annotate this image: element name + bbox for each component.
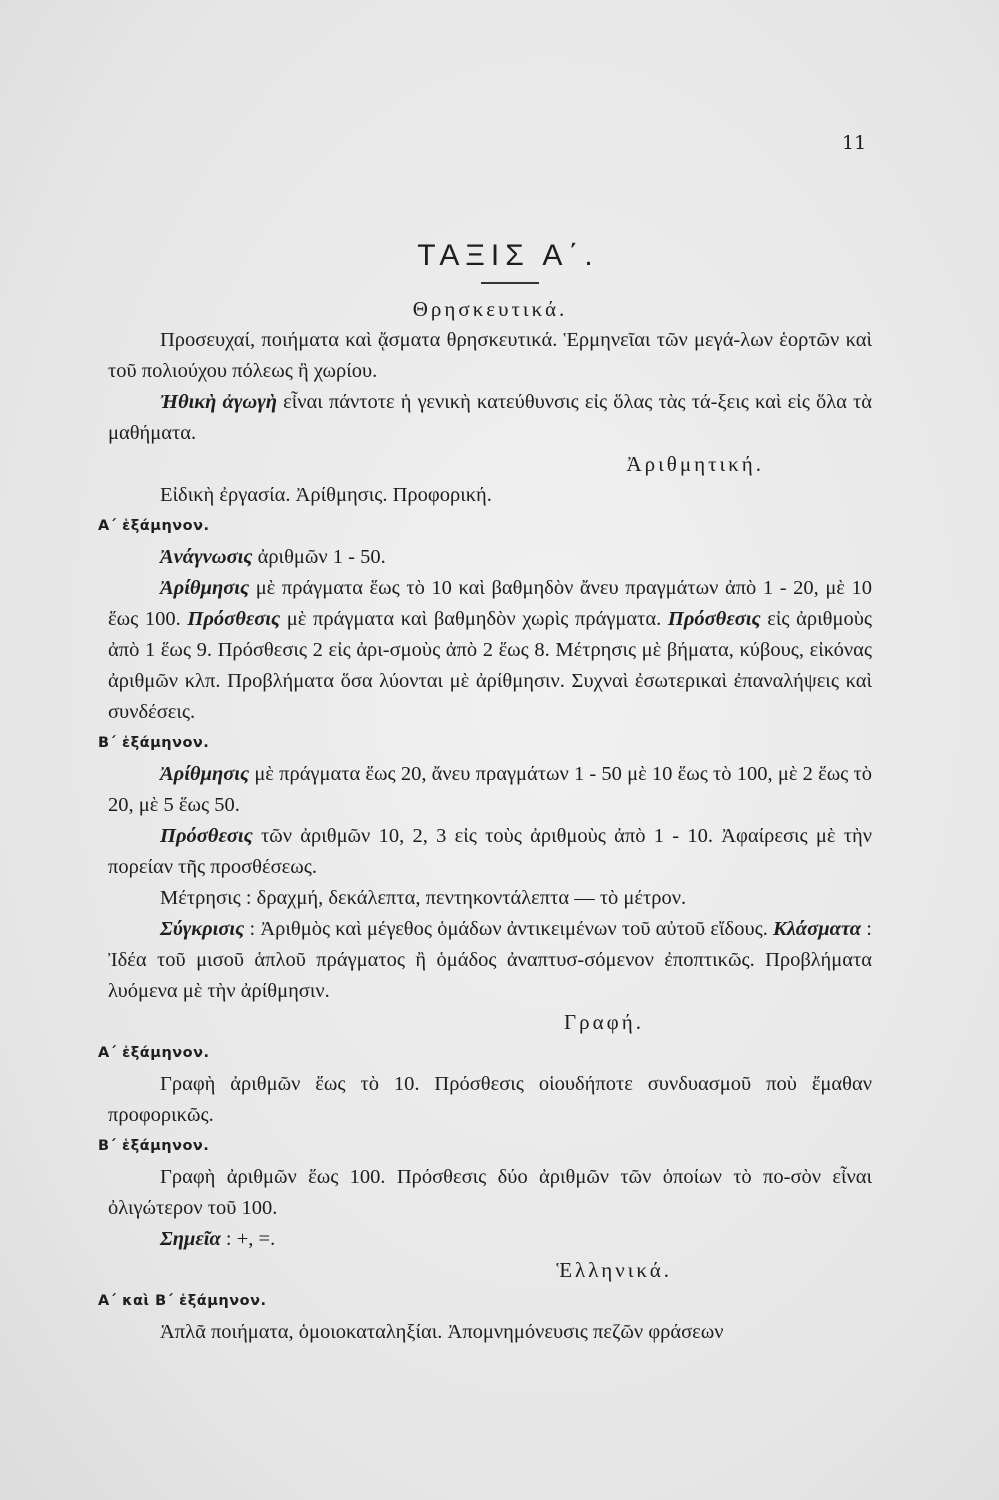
term-ethics: Ἠθικὴ ἀγωγὴ xyxy=(160,391,278,413)
writing-a1: Γραφὴ ἀριθμῶν ἕως τὸ 10. Πρόσθεσις οἱουδήποτε συνδυασμοῦ ποὺ ἔμαθαν προφορικῶς. xyxy=(108,1073,872,1126)
semester-ab-greek: Α΄ καὶ Β΄ ἑξάμηνον. xyxy=(98,1293,267,1309)
page-number: 11 xyxy=(842,132,867,154)
title-rule xyxy=(481,282,539,284)
writing-b1: Γραφὴ ἀριθμῶν ἕως 100. Πρόσθεσις δύο ἀριθμῶν τῶν ὁποίων τὸ πο-σὸν εἶναι ὀλιγώτερον τοῦ 100. xyxy=(108,1166,872,1219)
arithmetic-a1: Ἀνάγνωσις ἀριθμῶν 1 - 50. xyxy=(160,546,386,568)
class-title: ΤΑΞΙΣ Α΄. xyxy=(417,239,599,272)
arithmetic-b4: Σύγκρισις : Ἀριθμὸς καὶ μέγεθος ὁμάδων ἀντικειμένων τοῦ αὐτοῦ εἴδους. Κλάσματα : Ἰδέα τοῦ μισοῦ ἁπλοῦ πράγματος ἢ ὁμάδος ἀναπτυσ-σόμενον ἐποπτικῶς. Προβλήματα λυόμενα μὲ τὴν ἀρίθμησιν. xyxy=(108,918,872,1002)
section-title-greek: Ἑλληνικά. xyxy=(556,1258,672,1282)
arithmetic-b3: Μέτρησις : δραχμή, δεκάλεπτα, πεντηκοντάλεπτα — τὸ μέτρον. xyxy=(160,887,687,909)
writing-b2: Σημεῖα : +, =. xyxy=(160,1228,276,1250)
semester-a-writing: Α΄ ἑξάμηνον. xyxy=(98,1045,210,1061)
arithmetic-a2: Ἀρίθμησις μὲ πράγματα ἕως τὸ 10 καὶ βαθμηδὸν ἄνευ πραγμάτων ἀπὸ 1 - 20, μὲ 10 ἕως 100. Πρόσθεσις μὲ πράγματα καὶ βαθμηδὸν χωρὶς πράγματα. Πρόσθεσις εἰς ἀριθμοὺς ἀπὸ 1 ἕως 9. Πρόσθεσις 2 εἰς ἀρι-σμοὺς ἀπὸ 2 ἕως 8. Μέτρησις μὲ βήματα, κύβους, εἰκόνας ἀριθμῶν κλπ. Προβλήματα ὅσα λύονται μὲ ἀρίθμησιν. Συχναὶ ἐσωτερικαὶ ἐπαναλήψεις καὶ συνδέσεις. xyxy=(108,577,872,723)
section-title-arithmetic: Ἀριθμητική. xyxy=(626,452,764,476)
semester-b-writing: Β΄ ἑξάμηνον. xyxy=(98,1138,210,1154)
section-title-religion: Θρησκευτικά. xyxy=(412,297,568,321)
arithmetic-b2: Πρόσθεσις τῶν ἀριθμῶν 10, 2, 3 εἰς τοὺς ἀριθμοὺς ἀπὸ 1 - 10. Ἀφαίρεσις μὲ τὴν πορείαν τῆς προσθέσεως. xyxy=(108,825,872,878)
semester-a-arithmetic: Α΄ ἑξάμηνον. xyxy=(98,518,210,534)
arithmetic-b1: Ἀρίθμησις μὲ πράγματα ἕως 20, ἄνευ πραγμάτων 1 - 50 μὲ 10 ἕως τὸ 100, μὲ 2 ἕως τὸ 20, μὲ 5 ἕως 50. xyxy=(108,763,872,816)
section-title-writing: Γραφή. xyxy=(564,1010,644,1034)
arithmetic-intro: Εἰδικὴ ἐργασία. Ἀρίθμησις. Προφορική. xyxy=(160,484,492,506)
religion-paragraph-1: Προσευχαί, ποιήματα καὶ ᾄσματα θρησκευτικά. Ἑρμηνεῖαι τῶν μεγά-λων ἑορτῶν καὶ τοῦ πολιούχου πόλεως ἢ χωρίου. xyxy=(108,329,872,382)
greek-p1: Ἁπλᾶ ποιήματα, ὁμοιοκαταληξίαι. Ἀπομνημόνευσις πεζῶν φράσεων xyxy=(160,1321,724,1343)
page-content xyxy=(98,236,872,1348)
religion-paragraph-2: Ἠθικὴ ἀγωγὴ εἶναι πάντοτε ἡ γενικὴ κατεύθυνσις εἰς ὅλας τὰς τά-ξεις καὶ εἰς ὅλα τὰ μαθήματα. xyxy=(108,391,872,444)
semester-b-arithmetic: Β΄ ἑξάμηνον. xyxy=(98,735,210,751)
